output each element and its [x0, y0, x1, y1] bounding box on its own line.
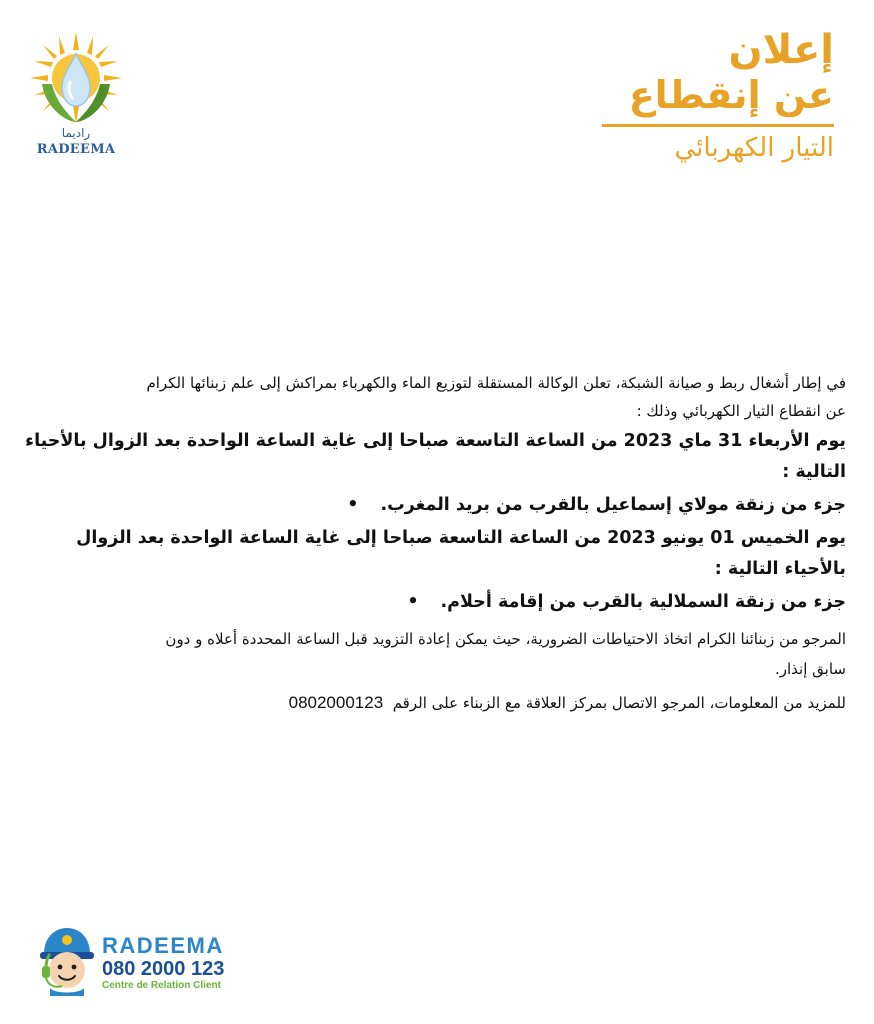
- mascot-icon: [36, 924, 98, 996]
- announcement-body: [24, 372, 846, 718]
- outage-1-area-text: جزء من زنقة مولاي إسماعيل بالقرب من بريد المغرب.: [380, 495, 846, 515]
- contact-text: للمزيد من المعلومات، المرجو الاتصال بمركز العلاقة مع الزبناء على الرقم: [392, 694, 846, 712]
- announcement-divider: [602, 124, 834, 127]
- customer-relation-logo: [36, 924, 256, 996]
- bullet-icon: •: [407, 592, 419, 612]
- contact-line: [24, 688, 846, 718]
- logo-arabic-name: راديما: [61, 126, 91, 140]
- outage-2-schedule-line-1: يوم الخميس 01 يونيو 2023 من الساعة التاسعة صباحا إلى غاية الساعة الواحدة بعد الزوال: [76, 528, 846, 548]
- footer-brand: RADEEMA: [102, 933, 224, 958]
- radeema-logo: [28, 30, 124, 166]
- intro-text-line-1: في إطار أشغال ربط و صيانة الشبكة، تعلن الوكالة المستقلة لتوزيع الماء والكهرباء بمراكش إلى علم زبنائها الكرام: [146, 374, 846, 392]
- intro-text-line-2: عن انقطاع التيار الكهربائي وذلك :: [636, 402, 846, 420]
- outage-1-schedule-line-1: يوم الأربعاء 31 ماي 2023 من الساعة التاسعة صباحا إلى غاية الساعة الواحدة بعد الزوال بالأحياء: [25, 431, 846, 451]
- footer-subtitle: Centre de Relation Client: [102, 980, 221, 991]
- logo-latin-name: RADEEMA: [36, 142, 116, 157]
- outage-2-area-item: [24, 587, 846, 618]
- note-text-line-2: سابق إنذار.: [775, 660, 846, 678]
- announcement-subtitle: عن إنقطاع: [628, 73, 834, 117]
- announcement-title: إعلان: [728, 27, 834, 73]
- outage-1-area-item: [24, 490, 846, 521]
- sun-water-drop-icon: [28, 30, 124, 126]
- announcement-heading: [594, 26, 834, 172]
- bullet-icon: •: [347, 495, 359, 515]
- note-text-line-1: المرجو من زبنائنا الكرام اتخاذ الاحتياطات الضرورية، حيث يمكن إعادة التزويد قبل الساعة المحددة أعلاه و دون: [165, 630, 846, 648]
- outage-2-area-text: جزء من زنقة السملالية بالقرب من إقامة أحلام.: [440, 592, 846, 612]
- outage-1-schedule-line-2: التالية :: [782, 462, 846, 482]
- announcement-topic: التيار الكهربائي: [674, 133, 834, 163]
- footer-phone: 080 2000 123: [102, 958, 225, 980]
- outage-2-schedule-line-2: بالأحياء التالية :: [714, 559, 846, 579]
- contact-phone-number: 0802000123: [288, 693, 384, 712]
